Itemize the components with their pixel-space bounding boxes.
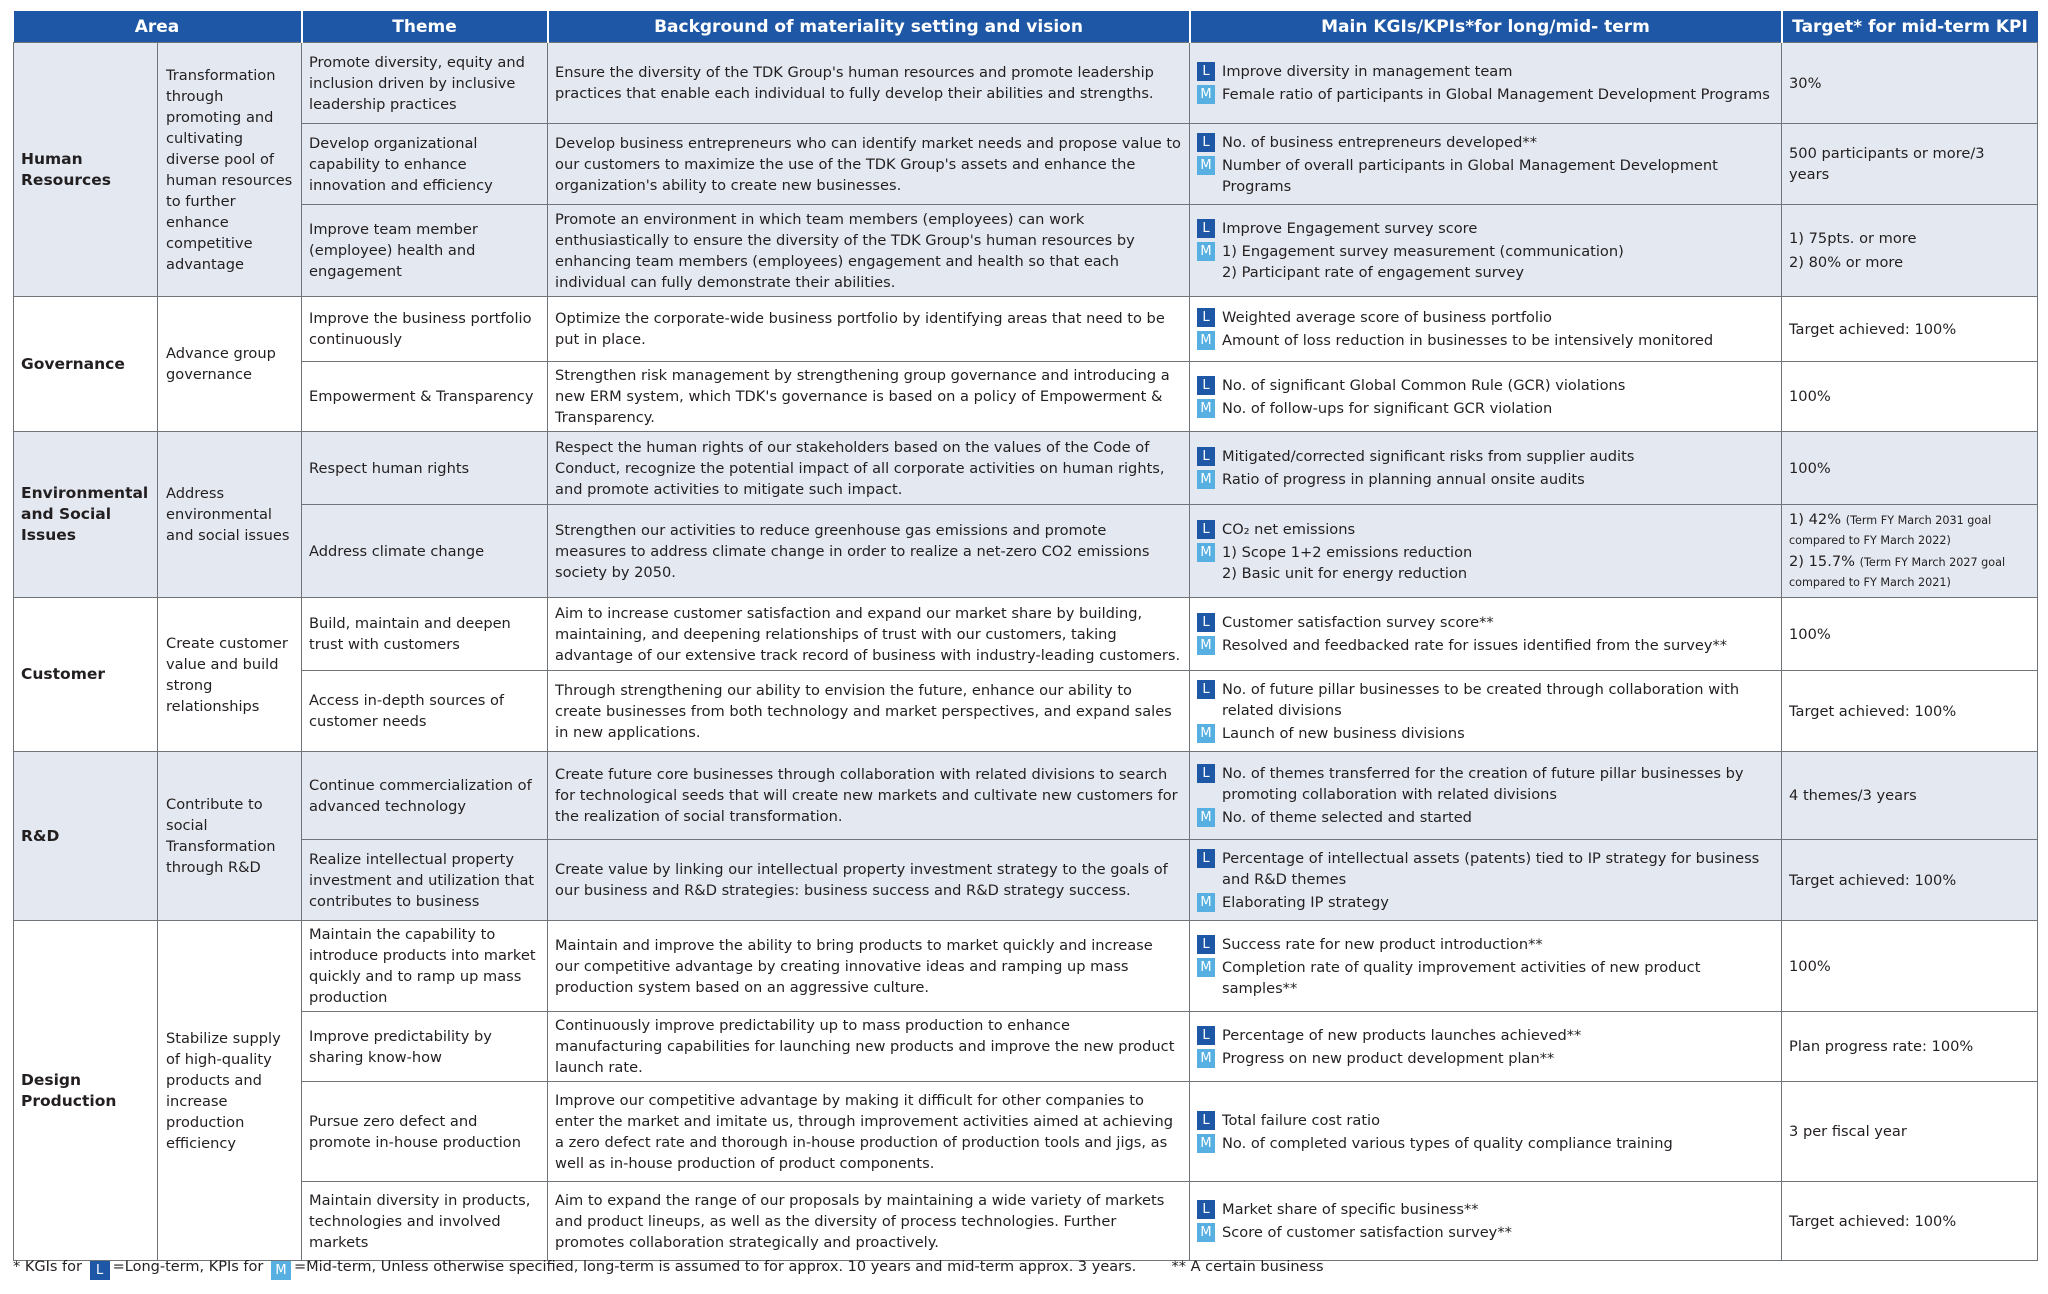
table-row — [14, 1182, 2038, 1261]
mid-term-badge: M — [271, 1261, 291, 1280]
target-cell — [1782, 505, 2038, 598]
background-cell: Aim to expand the range of our proposals by maintaining a wide variety of markets and product lineups, as well as the diversity of process technologies. Further promotes collaboration strategically and proactively. — [548, 1182, 1190, 1261]
target-cell — [1782, 598, 2038, 671]
long-term-badge: L — [1197, 520, 1215, 539]
kpi-item — [1197, 218, 1773, 239]
kpi-text: Progress on new product development plan** — [1222, 1049, 1555, 1067]
area-objective: Address environmental and social issues — [158, 432, 302, 598]
kpi-item — [1197, 807, 1773, 828]
kpi-item — [1197, 375, 1773, 396]
theme-cell: Improve the business portfolio continuously — [302, 297, 548, 362]
area-name: Human Resources — [14, 43, 158, 297]
kpi-cell — [1190, 598, 1782, 671]
kpi-item — [1197, 398, 1773, 419]
area-objective: Create customer value and build strong relationships — [158, 598, 302, 752]
table-row — [14, 1082, 2038, 1182]
target-value: 1) 75pts. or more — [1789, 230, 1917, 247]
target-value: Target achieved: 100% — [1789, 702, 1957, 720]
target-cell — [1782, 1182, 2038, 1261]
kpi-text: No. of theme selected and started — [1222, 809, 1472, 826]
mid-term-badge: M — [1197, 958, 1215, 977]
target-value: 100% — [1789, 957, 1831, 975]
table-row — [14, 505, 2038, 598]
target-cell — [1782, 1082, 2038, 1182]
long-term-badge: L — [1197, 1111, 1215, 1130]
background-cell: Create future core businesses through collaboration with related divisions to search for technological seeds that will create new markets and cultivate new customers for the realization of social transformation. — [548, 752, 1190, 840]
kpi-text: Launch of new business divisions — [1222, 724, 1465, 742]
table-body — [14, 43, 2038, 1261]
long-term-badge: L — [1197, 376, 1215, 395]
kpi-item — [1197, 763, 1773, 805]
kpi-item — [1197, 1133, 1773, 1154]
kpi-item — [1197, 61, 1773, 82]
footnote-mid-text: =Mid-term, Unless otherwise specified, long-term is assumed to for approx. 10 years and mid-term approx. 3 years. — [293, 1259, 1137, 1275]
kpi-cell — [1190, 505, 1782, 598]
header-kpis: Main KGIs/KPIs*for long/mid- term — [1190, 11, 1782, 43]
target-value: Plan progress rate: 100% — [1789, 1038, 1974, 1055]
kpi-cell — [1190, 205, 1782, 297]
theme-cell: Develop organizational capability to enhance innovation and efficiency — [302, 124, 548, 205]
target-value: Target achieved: 100% — [1789, 320, 1957, 338]
target-cell — [1782, 840, 2038, 921]
kpi-text: Improve diversity in management team — [1222, 63, 1513, 80]
kpi-text: Market share of specific business** — [1222, 1201, 1479, 1218]
target-cell — [1782, 752, 2038, 840]
theme-cell: Pursue zero defect and promote in-house production — [302, 1082, 548, 1182]
theme-cell: Maintain diversity in products, technologies and involved markets — [302, 1182, 548, 1261]
kpi-cell — [1190, 362, 1782, 432]
table-row — [14, 598, 2038, 671]
kpi-item — [1197, 155, 1773, 197]
kpi-cell — [1190, 432, 1782, 505]
kpi-text: Resolved and feedbacked rate for issues identified from the survey** — [1222, 637, 1728, 654]
kpi-text: Percentage of intellectual assets (patents) tied to IP strategy for business and R&D themes — [1222, 849, 1760, 888]
kpi-item — [1197, 469, 1773, 490]
footnote-business-note: ** A certain business — [1171, 1259, 1324, 1275]
target-value: 30% — [1789, 74, 1822, 92]
long-term-badge: L — [1197, 935, 1215, 954]
kpi-text: Customer satisfaction survey score** — [1222, 614, 1494, 631]
kpi-text: Weighted average score of business portfolio — [1222, 309, 1552, 326]
kpi-cell — [1190, 43, 1782, 124]
kpi-text: No. of themes transferred for the creation of future pillar businesses by promoting collaboration with related divisions — [1222, 765, 1744, 803]
header-theme: Theme — [302, 11, 548, 43]
kpi-item — [1197, 330, 1773, 351]
target-note: (Term FY March 2027 goal compared to FY March 2021) — [1789, 556, 2006, 589]
area-objective: Transformation through promoting and cultivating diverse pool of human resources to further enhance competitive advantage — [158, 43, 302, 297]
kpi-text: Female ratio of participants in Global Management Development Programs — [1222, 86, 1770, 103]
mid-term-badge: M — [1197, 399, 1215, 418]
target-cell — [1782, 205, 2038, 297]
kpi-item — [1197, 612, 1773, 633]
target-cell — [1782, 362, 2038, 432]
mid-term-badge: M — [1197, 242, 1215, 261]
target-value: 100% — [1789, 625, 1831, 643]
kpi-text: Amount of loss reduction in businesses to be intensively monitored — [1222, 332, 1714, 349]
target-cell — [1782, 1012, 2038, 1082]
kpi-item — [1197, 679, 1773, 721]
long-term-badge: L — [1197, 613, 1215, 632]
kpi-text: No. of business entrepreneurs developed** — [1222, 133, 1538, 151]
table-header-row — [14, 11, 2038, 43]
target-value: Target achieved: 100% — [1789, 1212, 1957, 1230]
background-cell: Promote an environment in which team members (employees) can work enthusiastically to ensure the diversity of the TDK Group's human resources by enhancing team members (employees) engagement and health so that each individual can fully demonstrate their abilities. — [548, 205, 1190, 297]
target-value — [1789, 510, 2029, 550]
background-cell: Optimize the corporate-wide business portfolio by identifying areas that need to be put in place. — [548, 297, 1190, 362]
footnote-long-text: =Long-term, KPIs for — [112, 1259, 264, 1275]
table-row — [14, 752, 2038, 840]
kpi-item — [1197, 542, 1773, 584]
long-term-badge: L — [1197, 1200, 1215, 1219]
kpi-text: Success rate for new product introduction** — [1222, 935, 1543, 953]
kpi-item — [1197, 307, 1773, 328]
target-value: 100% — [1789, 459, 1831, 477]
area-name: R&D — [14, 752, 158, 921]
mid-term-badge: M — [1197, 893, 1215, 912]
target-cell — [1782, 43, 2038, 124]
table-row — [14, 840, 2038, 921]
table-row — [14, 432, 2038, 505]
background-cell: Strengthen our activities to reduce greenhouse gas emissions and promote measures to address climate change in order to realize a net-zero CO2 emissions society by 2050. — [548, 505, 1190, 598]
kpi-text: CO₂ net emissions — [1222, 520, 1356, 538]
theme-cell: Empowerment & Transparency — [302, 362, 548, 432]
kpi-text: No. of completed various types of quality compliance training — [1222, 1134, 1673, 1152]
kpi-item — [1197, 84, 1773, 105]
kpi-item — [1197, 957, 1773, 999]
background-cell: Strengthen risk management by strengthening group governance and introducing a new ERM system, which TDK's governance is based on a policy of Empowerment & Transparency. — [548, 362, 1190, 432]
theme-cell: Continue commercialization of advanced technology — [302, 752, 548, 840]
mid-term-badge: M — [1197, 470, 1215, 489]
theme-cell: Promote diversity, equity and inclusion driven by inclusive leadership practices — [302, 43, 548, 124]
mid-term-badge: M — [1197, 156, 1215, 175]
background-cell: Maintain and improve the ability to bring products to market quickly and increase our competitive advantage by creating innovative ideas and ramping up mass production system based on an aggressive culture. — [548, 921, 1190, 1012]
kpi-item — [1197, 635, 1773, 656]
footnote — [13, 1259, 2037, 1280]
footnote-prefix: * KGIs for — [13, 1259, 82, 1275]
long-term-badge: L — [1197, 680, 1215, 699]
kpi-item — [1197, 1110, 1773, 1131]
kpi-item — [1197, 1025, 1773, 1046]
materiality-table-container — [13, 11, 2037, 1261]
background-cell: Continuously improve predictability up to mass production to enhance manufacturing capabilities for launching new products and improve the new product launch rate. — [548, 1012, 1190, 1082]
long-term-badge: L — [1197, 764, 1215, 783]
kpi-text: Ratio of progress in planning annual onsite audits — [1222, 471, 1585, 488]
kpi-text: Completion rate of quality improvement activities of new product samples** — [1222, 958, 1701, 997]
kpi-item — [1197, 446, 1773, 467]
target-cell — [1782, 124, 2038, 205]
target-cell — [1782, 921, 2038, 1012]
target-note: (Term FY March 2031 goal compared to FY March 2022) — [1789, 514, 1992, 547]
mid-term-badge: M — [1197, 636, 1215, 655]
kpi-text: No. of future pillar businesses to be created through collaboration with related divisions — [1222, 680, 1740, 719]
background-cell: Improve our competitive advantage by making it difficult for other companies to enter the market and imitate us, through improvement activities aimed at achieving a zero defect rate and thorough in-house production of production tools and jigs, as well as in-house production of product components. — [548, 1082, 1190, 1182]
theme-cell: Address climate change — [302, 505, 548, 598]
background-cell: Ensure the diversity of the TDK Group's human resources and promote leadership practices that enable each individual to fully develop their abilities and strengths. — [548, 43, 1190, 124]
theme-cell: Respect human rights — [302, 432, 548, 505]
kpi-text: Total failure cost ratio — [1222, 1111, 1381, 1129]
mid-term-badge: M — [1197, 1223, 1215, 1242]
target-cell — [1782, 297, 2038, 362]
kpi-item — [1197, 1222, 1773, 1243]
mid-term-badge: M — [1197, 1134, 1215, 1153]
target-cell — [1782, 671, 2038, 752]
kpi-item — [1197, 934, 1773, 955]
kpi-text: No. of significant Global Common Rule (GCR) violations — [1222, 376, 1626, 394]
kpi-cell — [1190, 840, 1782, 921]
theme-cell: Improve predictability by sharing know-how — [302, 1012, 548, 1082]
mid-term-badge: M — [1197, 85, 1215, 104]
table-row — [14, 297, 2038, 362]
kpi-cell — [1190, 752, 1782, 840]
target-main: 2) 15.7% — [1789, 553, 1860, 570]
table-row — [14, 362, 2038, 432]
target-value — [1789, 552, 2029, 592]
header-target: Target* for mid-term KPI — [1782, 11, 2038, 43]
table-row — [14, 205, 2038, 297]
theme-cell: Access in-depth sources of customer needs — [302, 671, 548, 752]
area-name: Customer — [14, 598, 158, 752]
background-cell: Develop business entrepreneurs who can identify market needs and propose value to our customers to maximize the use of the TDK Group's assets and enhance the organization's ability to create new businesses. — [548, 124, 1190, 205]
area-objective: Advance group governance — [158, 297, 302, 432]
long-term-badge: L — [1197, 1026, 1215, 1045]
kpi-cell — [1190, 1182, 1782, 1261]
kpi-text: Improve Engagement survey score — [1222, 220, 1478, 237]
kpi-text: No. of follow-ups for significant GCR violation — [1222, 399, 1553, 417]
target-main: 1) 42% — [1789, 511, 1846, 528]
table-row — [14, 43, 2038, 124]
materiality-table — [13, 11, 2038, 1261]
header-background: Background of materiality setting and vision — [548, 11, 1190, 43]
kpi-item — [1197, 723, 1773, 744]
theme-cell: Improve team member (employee) health and engagement — [302, 205, 548, 297]
kpi-cell — [1190, 1012, 1782, 1082]
long-term-badge: L — [1197, 219, 1215, 238]
mid-term-badge: M — [1197, 331, 1215, 350]
kpi-text: 1) Engagement survey measurement (communication) 2) Participant rate of engagement survey — [1222, 243, 1624, 281]
table-row — [14, 921, 2038, 1012]
mid-term-badge: M — [1197, 808, 1215, 827]
kpi-item — [1197, 132, 1773, 153]
target-value: Target achieved: 100% — [1789, 871, 1957, 889]
long-term-badge: L — [1197, 849, 1215, 868]
mid-term-badge: M — [1197, 724, 1215, 743]
kpi-item — [1197, 1199, 1773, 1220]
kpi-text: Score of customer satisfaction survey** — [1222, 1224, 1512, 1241]
target-value: 4 themes/3 years — [1789, 787, 1917, 804]
table-row — [14, 124, 2038, 205]
kpi-item — [1197, 892, 1773, 913]
long-term-badge: L — [1197, 62, 1215, 81]
kpi-text: Number of overall participants in Global Management Development Programs — [1222, 156, 1718, 195]
target-value: 2) 80% or more — [1789, 254, 1904, 271]
kpi-item — [1197, 241, 1773, 283]
theme-cell: Realize intellectual property investment and utilization that contributes to business — [302, 840, 548, 921]
kpi-cell — [1190, 1082, 1782, 1182]
theme-cell: Build, maintain and deepen trust with customers — [302, 598, 548, 671]
kpi-cell — [1190, 297, 1782, 362]
table-row — [14, 671, 2038, 752]
long-term-badge: L — [1197, 308, 1215, 327]
long-term-badge: L — [1197, 447, 1215, 466]
table-row — [14, 1012, 2038, 1082]
background-cell: Respect the human rights of our stakeholders based on the values of the Code of Conduct, recognize the potential impact of all corporate activities on human rights, and promote activities to mitigate such impact. — [548, 432, 1190, 505]
mid-term-badge: M — [1197, 543, 1215, 562]
area-name: Governance — [14, 297, 158, 432]
kpi-item — [1197, 519, 1773, 540]
kpi-text: Mitigated/corrected significant risks from supplier audits — [1222, 448, 1635, 465]
area-name: Design Production — [14, 921, 158, 1261]
kpi-item — [1197, 1048, 1773, 1069]
kpi-text: Elaborating IP strategy — [1222, 893, 1389, 911]
target-cell — [1782, 432, 2038, 505]
target-value: 500 participants or more/3 years — [1789, 145, 1985, 183]
background-cell: Through strengthening our ability to envision the future, enhance our ability to create businesses from both technology and market perspectives, and expand sales in new applications. — [548, 671, 1190, 752]
area-name: Environmental and Social Issues — [14, 432, 158, 598]
target-value: 3 per fiscal year — [1789, 1123, 1907, 1140]
kpi-text: Percentage of new products launches achieved** — [1222, 1026, 1582, 1044]
kpi-item — [1197, 848, 1773, 890]
area-objective: Stabilize supply of high-quality products and increase production efficiency — [158, 921, 302, 1261]
kpi-cell — [1190, 921, 1782, 1012]
kpi-cell — [1190, 671, 1782, 752]
kpi-cell — [1190, 124, 1782, 205]
long-term-badge: L — [1197, 133, 1215, 152]
background-cell: Aim to increase customer satisfaction and expand our market share by building, maintaining, and deepening relationships of trust with our customers, taking advantage of our extensive track record of business with industry-leading customers. — [548, 598, 1190, 671]
area-objective: Contribute to social Transformation through R&D — [158, 752, 302, 921]
mid-term-badge: M — [1197, 1049, 1215, 1068]
header-area: Area — [14, 11, 302, 43]
target-value: 100% — [1789, 388, 1831, 405]
long-term-badge: L — [90, 1261, 110, 1280]
background-cell: Create value by linking our intellectual property investment strategy to the goals of our business and R&D strategies: business success and R&D strategy success. — [548, 840, 1190, 921]
kpi-text: 1) Scope 1+2 emissions reduction 2) Basic unit for energy reduction — [1222, 543, 1473, 582]
theme-cell: Maintain the capability to introduce products into market quickly and to ramp up mass production — [302, 921, 548, 1012]
